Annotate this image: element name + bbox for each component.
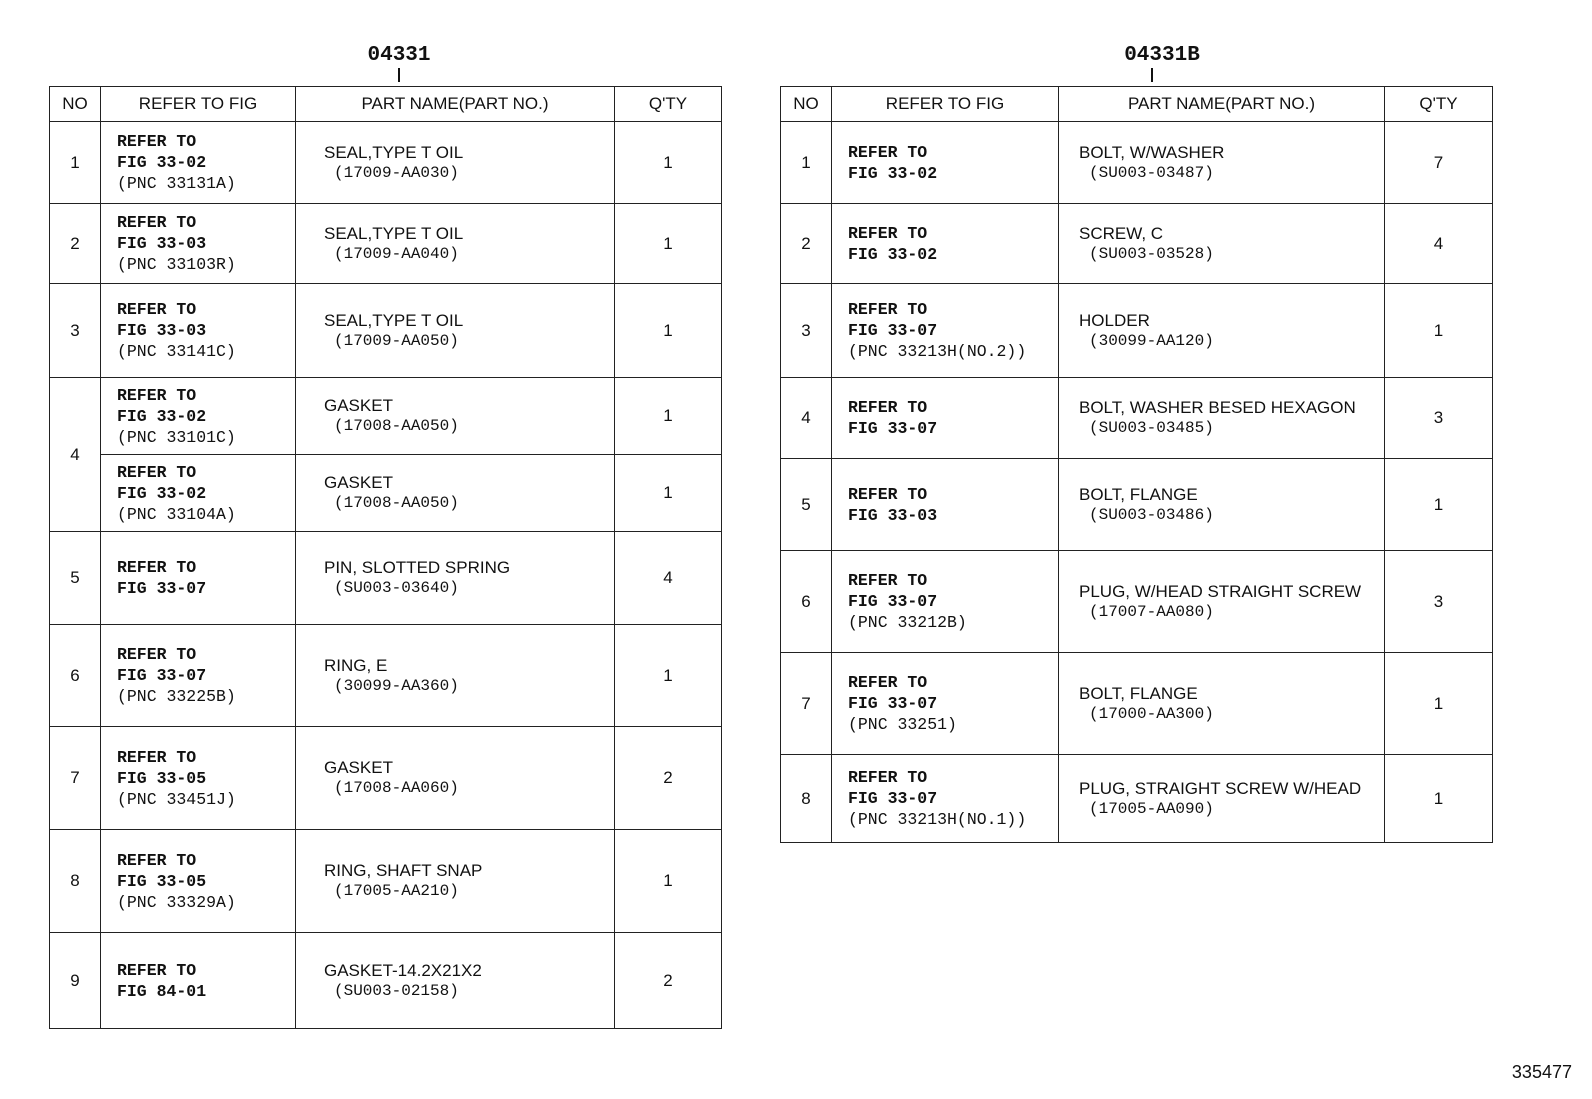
ref-fig: FIG 33-07 [117,579,207,598]
table-row [50,455,722,532]
ref-fig: FIG 33-03 [117,321,207,340]
ref-fig: FIG 33-02 [117,406,207,426]
ref-line: REFER TO [117,850,197,870]
part-no: (17008-AA050) [334,417,459,435]
part-name-cell [296,532,615,625]
refer-to-fig-cell [832,204,1059,284]
part-name: BOLT, FLANGE [1079,683,1198,703]
part-name-cell [296,727,615,830]
title-connector [398,68,400,82]
row-no: 9 [50,933,101,1029]
part-name: SCREW, C [1079,223,1164,243]
part-no: (SU003-03640) [334,579,459,597]
refer-to-fig-cell [101,204,296,284]
parts-table-04331 [49,86,722,1029]
table-row [50,830,722,933]
ref-fig: FIG 33-02 [117,483,207,503]
row-no: 6 [781,551,832,653]
part-name-cell [1059,378,1385,459]
part-no: (SU003-03486) [1089,505,1214,524]
part-name: RING, E [324,655,388,675]
qty-cell: 1 [1385,284,1493,378]
ref-line: REFER TO [117,132,197,151]
ref-line: REFER TO [848,142,928,162]
part-name-cell [296,830,615,933]
qty-cell: 1 [615,455,722,532]
refer-to-fig-cell [101,122,296,204]
qty-cell: 4 [615,532,722,625]
part-name: PIN, SLOTTED SPRING [324,558,511,577]
ref-line: REFER TO [848,398,928,417]
table-row [781,204,1493,284]
part-name-cell [1059,204,1385,284]
row-no: 5 [781,459,832,551]
part-name-cell [296,378,615,455]
qty-cell: 3 [1385,378,1493,459]
part-name: GASKET-14.2X21X2 [324,960,482,980]
ref-line: REFER TO [117,385,197,405]
qty-cell: 1 [615,378,722,455]
part-no: (30099-AA120) [1089,331,1214,350]
ref-fig: FIG 33-07 [117,666,207,685]
table-row [781,653,1493,755]
part-name-cell [296,284,615,378]
refer-to-fig-cell [101,830,296,933]
table-row [781,551,1493,653]
qty-cell: 1 [615,204,722,284]
part-no: (17007-AA080) [1089,602,1214,621]
part-no: (17009-AA030) [334,163,459,182]
header-qty: Q'TY [615,87,722,122]
part-no: (17009-AA050) [334,331,459,350]
part-name-cell [296,933,615,1029]
row-no: 7 [50,727,101,830]
row-no: 3 [50,284,101,378]
ref-pnc: (PNC 33104A) [117,504,236,524]
header-qty: Q'TY [1385,87,1493,122]
qty-cell: 1 [1385,755,1493,843]
part-no: (SU003-03528) [1089,244,1214,263]
ref-pnc: (PNC 33101C) [117,427,236,447]
part-name: SEAL,TYPE T OIL [324,142,464,162]
part-no: (17005-AA210) [334,882,459,900]
ref-fig: FIG 33-07 [848,592,938,611]
row-no: 2 [50,204,101,284]
qty-cell: 2 [615,727,722,830]
refer-to-fig-cell [832,122,1059,204]
table-row [781,284,1493,378]
part-name-cell [1059,284,1385,378]
part-name: BOLT, W/WASHER [1079,142,1225,162]
header-no: NO [781,87,832,122]
table-row [50,727,722,830]
refer-to-fig-cell [101,727,296,830]
part-name: PLUG, STRAIGHT SCREW W/HEAD [1079,778,1362,798]
refer-to-fig-cell [101,532,296,625]
parts-table-04331b [780,86,1493,843]
ref-line: REFER TO [117,645,197,664]
part-name: PLUG, W/HEAD STRAIGHT SCREW [1079,581,1362,601]
part-name-cell [1059,459,1385,551]
table-row [781,459,1493,551]
qty-cell: 4 [1385,204,1493,284]
part-no: (SU003-02158) [334,981,459,1000]
ref-pnc: (PNC 33213H(NO.2)) [848,342,1027,361]
ref-line: REFER TO [117,558,197,577]
table-row [50,284,722,378]
qty-cell: 1 [615,284,722,378]
row-no: 1 [781,122,832,204]
ref-fig: FIG 33-05 [117,768,207,788]
table-row [50,204,722,284]
part-name-cell [1059,122,1385,204]
header-refer-to-fig: REFER TO FIG [101,87,296,122]
qty-cell: 1 [615,122,722,204]
ref-fig: FIG 84-01 [117,981,207,1001]
table-row [50,122,722,204]
ref-pnc: (PNC 33103R) [117,255,236,274]
illustration-number: 335477 [1511,1062,1572,1082]
table-row [781,122,1493,204]
part-no: (SU003-03485) [1089,419,1214,437]
part-no: (30099-AA360) [334,676,459,695]
table-row [781,755,1493,843]
ref-line: REFER TO [848,223,928,243]
part-no: (SU003-03487) [1089,163,1214,182]
ref-fig: FIG 33-07 [848,694,938,713]
qty-cell: 2 [615,933,722,1029]
part-name: GASKET [324,396,393,415]
ref-fig: FIG 33-07 [848,321,938,340]
part-no: (17000-AA300) [1089,704,1214,723]
header-no: NO [50,87,101,122]
part-name-cell [296,625,615,727]
part-no: (17009-AA040) [334,244,459,263]
ref-fig: FIG 33-07 [848,419,938,438]
refer-to-fig-cell [101,378,296,455]
table-title-04331b: 04331B [1124,44,1200,67]
row-no: 2 [781,204,832,284]
refer-to-fig-cell [832,755,1059,843]
refer-to-fig-cell [832,653,1059,755]
part-name: GASKET [324,758,393,777]
ref-line: REFER TO [848,768,928,787]
ref-pnc: (PNC 33212B) [848,613,967,632]
title-connector [1151,68,1153,82]
ref-line: REFER TO [848,484,928,504]
ref-pnc: (PNC 33329A) [117,892,236,912]
header-part-name: PART NAME(PART NO.) [296,87,615,122]
ref-fig: FIG 33-03 [848,505,938,525]
refer-to-fig-cell [101,933,296,1029]
table-row [50,532,722,625]
refer-to-fig-cell [832,551,1059,653]
part-no: (17008-AA050) [334,494,459,512]
ref-line: REFER TO [848,300,928,319]
ref-line: REFER TO [117,747,197,767]
qty-cell: 1 [1385,459,1493,551]
header-part-name: PART NAME(PART NO.) [1059,87,1385,122]
header-refer-to-fig: REFER TO FIG [832,87,1059,122]
row-no: 8 [50,830,101,933]
refer-to-fig-cell [101,455,296,532]
table-row [50,378,722,455]
table-row [781,378,1493,459]
part-name: BOLT, WASHER BESED HEXAGON [1079,398,1356,417]
ref-pnc: (PNC 33213H(NO.1)) [848,810,1027,829]
ref-fig: FIG 33-02 [117,153,207,172]
ref-pnc: (PNC 33141C) [117,342,236,361]
ref-fig: FIG 33-05 [117,871,207,891]
part-name: SEAL,TYPE T OIL [324,223,464,243]
row-no: 5 [50,532,101,625]
row-no: 1 [50,122,101,204]
part-name-cell [296,455,615,532]
qty-cell: 1 [1385,653,1493,755]
refer-to-fig-cell [832,284,1059,378]
ref-line: REFER TO [117,462,197,482]
table-header-row [781,87,1493,122]
row-no: 3 [781,284,832,378]
part-name-cell [1059,653,1385,755]
ref-line: REFER TO [117,300,197,319]
part-no: (17008-AA060) [334,779,459,797]
ref-line: REFER TO [848,673,928,692]
ref-pnc: (PNC 33131A) [117,174,236,193]
part-name: HOLDER [1079,310,1150,330]
part-no: (17005-AA090) [1089,799,1214,818]
qty-cell: 7 [1385,122,1493,204]
ref-fig: FIG 33-02 [848,163,938,183]
refer-to-fig-cell [832,378,1059,459]
ref-fig: FIG 33-03 [117,234,207,253]
ref-pnc: (PNC 33451J) [117,789,236,809]
row-no: 6 [50,625,101,727]
part-name-cell [1059,755,1385,843]
table-title-04331: 04331 [367,44,431,67]
qty-cell: 1 [615,830,722,933]
part-name-cell [1059,551,1385,653]
qty-cell: 1 [615,625,722,727]
refer-to-fig-cell [101,284,296,378]
refer-to-fig-cell [832,459,1059,551]
row-no: 8 [781,755,832,843]
row-no: 4 [50,378,101,532]
ref-line: REFER TO [117,213,197,232]
row-no: 7 [781,653,832,755]
part-name-cell [296,122,615,204]
ref-fig: FIG 33-07 [848,789,938,808]
refer-to-fig-cell [101,625,296,727]
ref-line: REFER TO [117,960,197,980]
table-row [50,933,722,1029]
part-name: RING, SHAFT SNAP [324,861,483,880]
row-no: 4 [781,378,832,459]
part-name-cell [296,204,615,284]
part-name: BOLT, FLANGE [1079,484,1198,504]
table-header-row [50,87,722,122]
ref-pnc: (PNC 33251) [848,715,957,734]
qty-cell: 3 [1385,551,1493,653]
ref-line: REFER TO [848,571,928,590]
table-row [50,625,722,727]
ref-pnc: (PNC 33225B) [117,687,236,706]
ref-fig: FIG 33-02 [848,244,938,264]
part-name: GASKET [324,473,393,492]
part-name: SEAL,TYPE T OIL [324,310,464,330]
